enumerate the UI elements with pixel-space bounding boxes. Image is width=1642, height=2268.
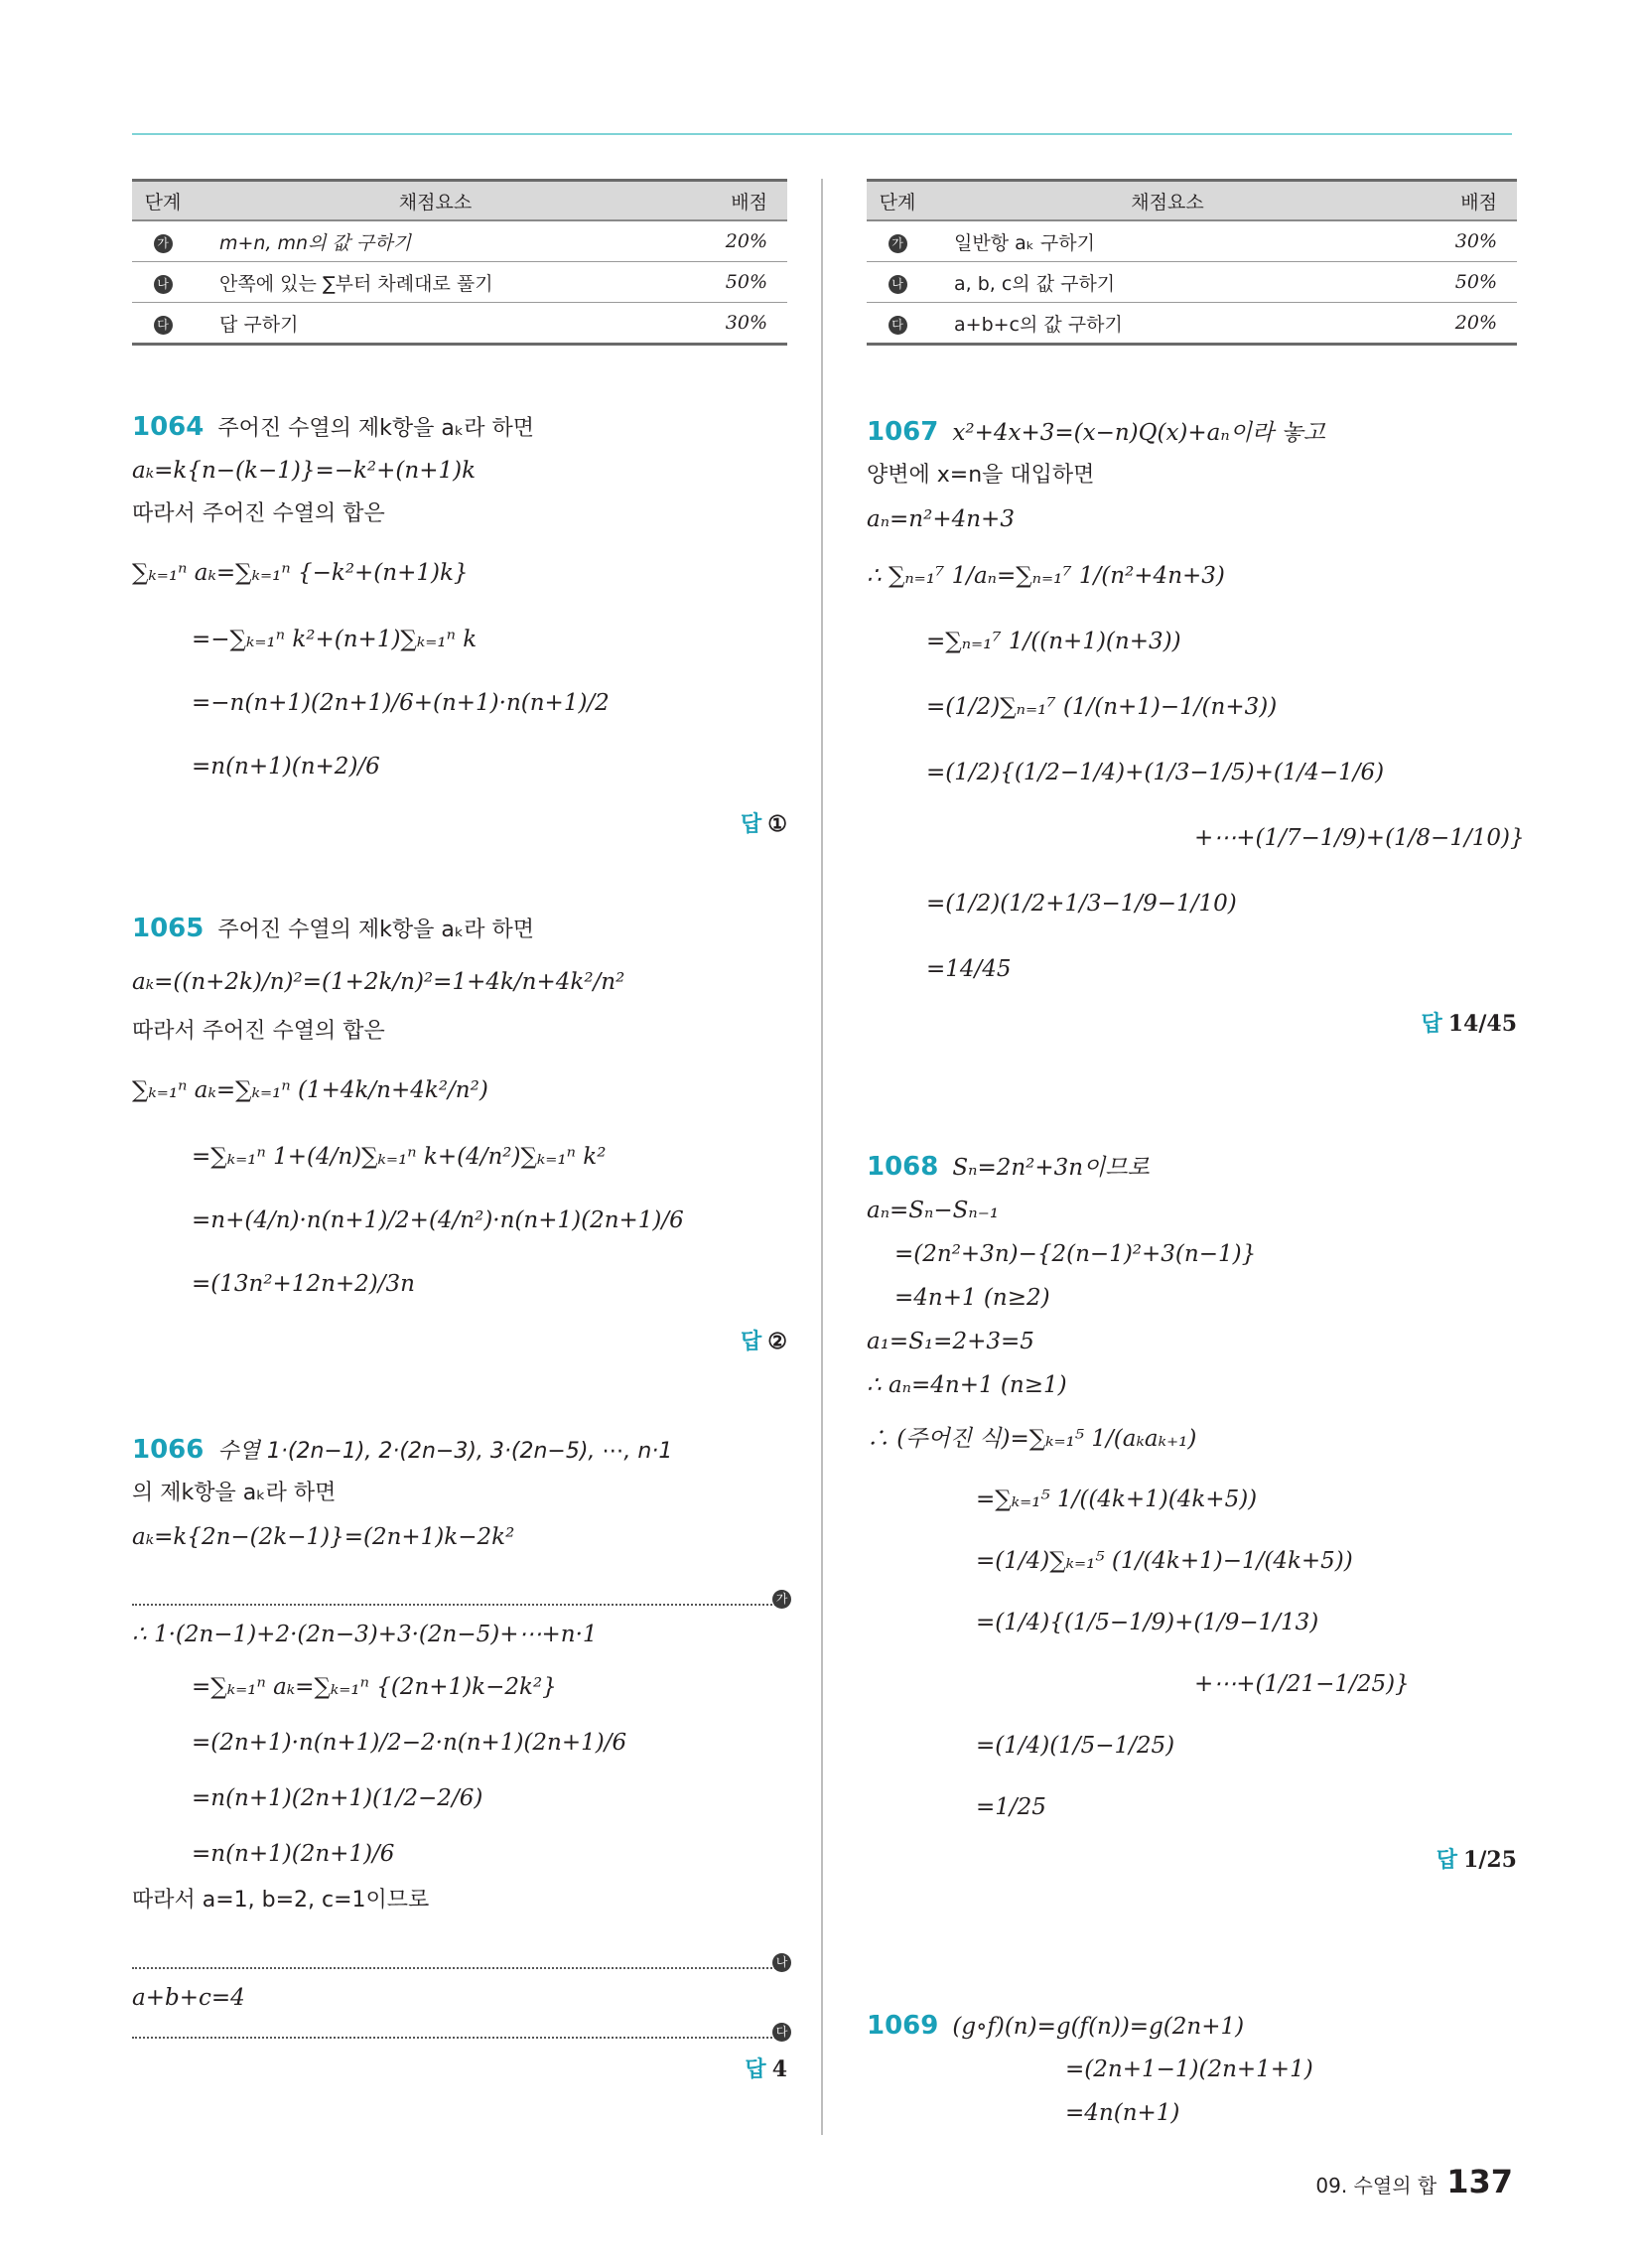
header-score: 배점: [1407, 181, 1517, 221]
answer-value: ②: [767, 1329, 787, 1354]
row-score: 50%: [677, 262, 787, 303]
solution-line: =(2n+1−1)(2n+1+1): [1065, 2056, 1313, 2082]
solution-text: 따라서 a=1, b=2, c=1이므로: [132, 1888, 430, 1913]
problem-number: 1065: [132, 914, 205, 943]
solution-line: ∑ₖ₌₁ⁿ aₖ=∑ₖ₌₁ⁿ {−k²+(n+1)k}: [132, 560, 469, 586]
solution-line: =−∑ₖ₌₁ⁿ k²+(n+1)∑ₖ₌₁ⁿ k: [192, 627, 478, 652]
column-divider: [821, 179, 823, 2135]
solution-line: ∴ ∑ₙ₌₁⁷ 1/aₙ=∑ₙ₌₁⁷ 1/(n²+4n+3): [867, 563, 1225, 589]
answer-value: 14/45: [1447, 1011, 1517, 1037]
solution-line: =n+(4/n)·n(n+1)/2+(4/n²)·n(n+1)(2n+1)/6: [192, 1207, 684, 1233]
solution-line: aₙ=n²+4n+3: [867, 506, 1015, 532]
solution-line: a₁=S₁=2+3=5: [867, 1329, 1034, 1354]
problem-1065: [132, 914, 787, 1355]
solution-line: aₖ=k{2n−(2k−1)}=(2n+1)k−2k²: [132, 1524, 515, 1550]
solution-line: =−n(n+1)(2n+1)/6+(n+1)·n(n+1)/2: [192, 690, 610, 716]
solution-line: ∑ₖ₌₁ⁿ aₖ=∑ₖ₌₁ⁿ (1+4k/n+4k²/n²): [132, 1077, 488, 1103]
answer-label: 답: [741, 812, 762, 837]
solution-line: ∴ (주어진 식)=∑ₖ₌₁⁵ 1/(aₖaₖ₊₁): [867, 1426, 1197, 1452]
problem-1064: [132, 412, 787, 838]
solution-line: ∴ aₙ=4n+1 (n≥1): [867, 1372, 1067, 1398]
table-row: [132, 220, 787, 262]
step-mark: 나: [154, 275, 173, 294]
step-mark: 가: [154, 234, 173, 253]
solution-text: 주어진 수열의 제k항을 aₖ라 하면: [217, 918, 534, 942]
problem-number: 1064: [132, 412, 205, 442]
solution-text: 의 제k항을 aₖ라 하면: [132, 1481, 337, 1505]
solution-line: =14/45: [926, 956, 1012, 982]
page-footer: [1315, 2163, 1513, 2200]
row-score: 20%: [677, 220, 787, 262]
header-item: 채점요소: [928, 181, 1407, 221]
row-item: 일반항 aₖ 구하기: [928, 220, 1407, 262]
solution-line: =n(n+1)(2n+1)/6: [192, 1841, 395, 1867]
solution-line: x²+4x+3=(x−n)Q(x)+aₙ이라 놓고: [952, 420, 1325, 446]
solution-line: =(1/4)(1/5−1/25): [976, 1733, 1175, 1759]
solution-line: =4n+1 (n≥2): [894, 1285, 1050, 1311]
solution-line: =(2n²+3n)−{2(n−1)²+3(n−1)}: [894, 1241, 1257, 1267]
solution-text: 따라서 주어진 수열의 합은: [132, 1019, 385, 1044]
row-item: 안쪽에 있는 ∑부터 차례대로 풀기: [194, 262, 677, 303]
row-item: 답 구하기: [194, 303, 677, 345]
solution-line: aₖ=k{n−(k−1)}=−k²+(n+1)k: [132, 458, 477, 484]
solution-line: =∑ₖ₌₁ⁿ aₖ=∑ₖ₌₁ⁿ {(2n+1)k−2k²}: [192, 1674, 557, 1700]
chapter-title: 09. 수열의 합: [1315, 2174, 1437, 2197]
table-header-row: [132, 181, 787, 221]
problem-number: 1067: [867, 417, 939, 447]
header-step: 단계: [132, 181, 194, 221]
answer-value: 1/25: [1463, 1847, 1517, 1873]
problem-number: 1069: [867, 2011, 939, 2041]
step-mark: 다: [772, 2023, 791, 2042]
answer-label: 답: [1436, 1848, 1458, 1873]
solution-line: =4n(n+1): [1065, 2100, 1180, 2126]
step-mark: 가: [772, 1590, 791, 1609]
solution-line: =(1/4)∑ₖ₌₁⁵ (1/(4k+1)−1/(4k+5)): [976, 1548, 1353, 1574]
problem-number: 1068: [867, 1152, 939, 1182]
left-scoring-table: [132, 179, 787, 346]
table-row: [132, 262, 787, 303]
row-item: a+b+c의 값 구하기: [928, 303, 1407, 345]
page-number: 137: [1446, 2163, 1513, 2200]
solution-text: 따라서 주어진 수열의 합은: [132, 501, 385, 526]
solution-line: +⋯+(1/21−1/25)}: [1194, 1671, 1410, 1697]
solution-text: 주어진 수열의 제k항을 aₖ라 하면: [217, 416, 534, 441]
solution-line: (g∘f)(n)=g(f(n))=g(2n+1): [952, 2014, 1245, 2040]
solution-line: Sₙ=2n²+3n이므로: [952, 1155, 1150, 1181]
solution-line: =n(n+1)(n+2)/6: [192, 754, 380, 780]
table-row: [867, 303, 1517, 345]
right-column: [867, 179, 1525, 2126]
solution-text: 수열 1·(2n−1), 2·(2n−3), 3·(2n−5), ⋯, n·1: [217, 1439, 673, 1464]
table-row: [867, 220, 1517, 262]
solution-line: =(1/2){(1/2−1/4)+(1/3−1/5)+(1/4−1/6): [926, 760, 1385, 785]
row-score: 30%: [677, 303, 787, 345]
solution-line: =∑ₖ₌₁⁵ 1/((4k+1)(4k+5)): [976, 1487, 1258, 1512]
solution-line: =(1/2)(1/2+1/3−1/9−1/10): [926, 891, 1237, 917]
solution-line: =(1/4){(1/5−1/9)+(1/9−1/13): [976, 1610, 1319, 1635]
header-item: 채점요소: [194, 181, 677, 221]
left-column: [132, 179, 788, 2082]
step-divider: [132, 2027, 787, 2039]
row-score: 50%: [1407, 262, 1517, 303]
step-divider: [132, 1933, 787, 1969]
problem-number: 1066: [132, 1435, 205, 1465]
row-item: a, b, c의 값 구하기: [928, 262, 1407, 303]
problem-1066: [132, 1435, 787, 2083]
right-scoring-table: [867, 179, 1517, 346]
row-score: 30%: [1407, 220, 1517, 262]
row-item: m+n, mn의 값 구하기: [194, 220, 677, 262]
answer-label: 답: [741, 1330, 762, 1354]
step-divider: [132, 1570, 787, 1606]
header-score: 배점: [677, 181, 787, 221]
table-row: [867, 262, 1517, 303]
solution-line: =∑ₙ₌₁⁷ 1/((n+1)(n+3)): [926, 629, 1181, 654]
step-mark: 나: [772, 1953, 791, 1972]
header-step: 단계: [867, 181, 928, 221]
solution-line: +⋯+(1/7−1/9)+(1/8−1/10)}: [1194, 825, 1525, 851]
solution-text: 양변에 x=n을 대입하면: [867, 463, 1095, 488]
answer-label: 답: [1421, 1012, 1442, 1037]
solution-line: =1/25: [976, 1794, 1046, 1820]
answer-value: ①: [767, 811, 787, 837]
solution-line: a+b+c=4: [132, 1985, 245, 2011]
solution-line: =n(n+1)(2n+1)(1/2−2/6): [192, 1785, 483, 1811]
problem-1068: [867, 1152, 1517, 1874]
solution-line: =(13n²+12n+2)/3n: [192, 1271, 415, 1297]
step-mark: 다: [889, 316, 907, 335]
answer-label: 답: [745, 2057, 766, 2082]
problem-1069: [867, 2011, 1517, 2142]
answer-value: 4: [771, 2056, 787, 2082]
solution-line: aₙ=Sₙ−Sₙ₋₁: [867, 1198, 1000, 1223]
solution-line: aₖ=((n+2k)/n)²=(1+2k/n)²=1+4k/n+4k²/n²: [132, 969, 625, 995]
table-row: [132, 303, 787, 345]
solution-line: =(1/2)∑ₙ₌₁⁷ (1/(n+1)−1/(n+3)): [926, 694, 1278, 720]
solution-line: =∑ₖ₌₁ⁿ 1+(4/n)∑ₖ₌₁ⁿ k+(4/n²)∑ₖ₌₁ⁿ k²: [192, 1144, 607, 1170]
row-score: 20%: [1407, 303, 1517, 345]
problem-1067: [867, 417, 1525, 1038]
step-mark: 가: [889, 234, 907, 253]
table-header-row: [867, 181, 1517, 221]
top-rule: [132, 133, 1512, 135]
solution-line: ∴ 1·(2n−1)+2·(2n−3)+3·(2n−5)+⋯+n·1: [132, 1622, 598, 1647]
step-mark: 나: [889, 275, 907, 294]
step-mark: 다: [154, 316, 173, 335]
solution-line: =(2n+1)·n(n+1)/2−2·n(n+1)(2n+1)/6: [192, 1730, 627, 1756]
